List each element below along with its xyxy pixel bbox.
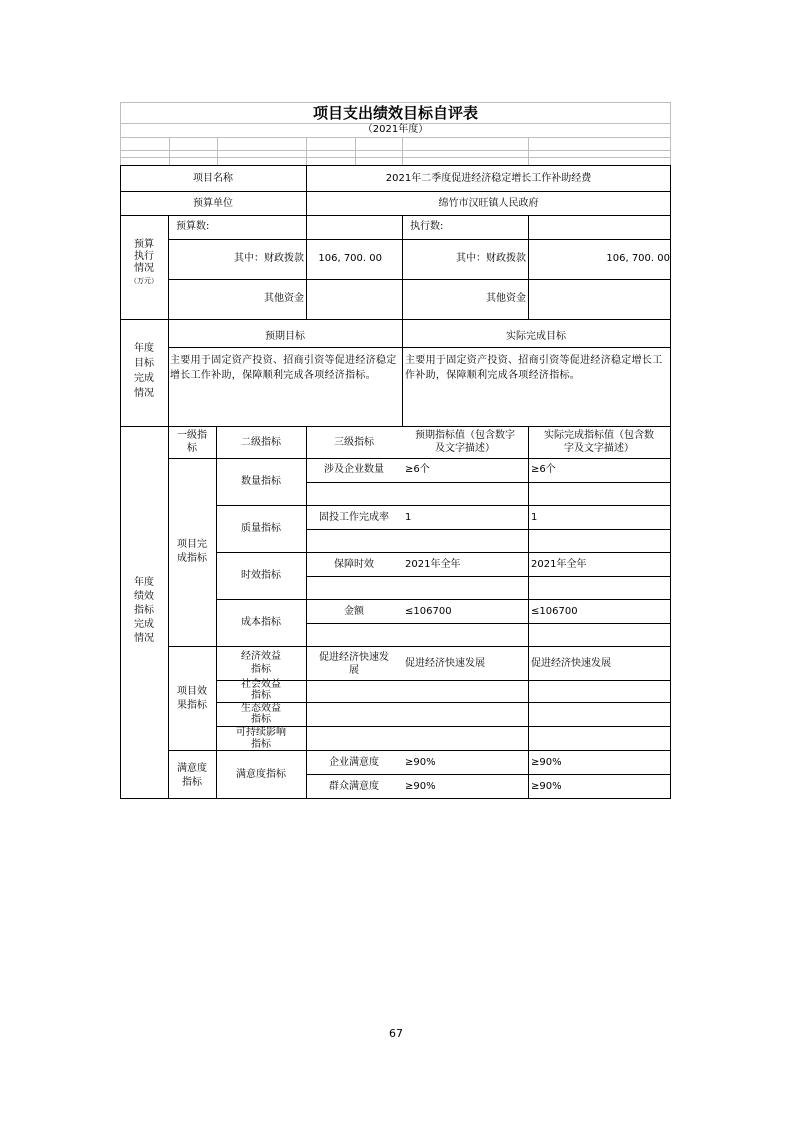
cost-expected: ≤106700 bbox=[405, 606, 452, 617]
border-line bbox=[528, 426, 529, 799]
quantity-indicator-label: 数量指标 bbox=[241, 476, 281, 487]
page-number: 67 bbox=[389, 1027, 403, 1040]
expected-target-text: 主要用于固定资产投资、招商引资等促进经济稳定增长工作补助，保障顺利完成各项经济指标。 bbox=[170, 355, 397, 381]
performance-section-label: 完成 bbox=[134, 619, 154, 630]
economic-indicator: 展 bbox=[349, 665, 359, 676]
budget-section-label: 预算 bbox=[134, 239, 154, 250]
sustainable-indicator-label: 指标 bbox=[251, 739, 271, 750]
budget-fiscal-value: 106, 700. 00 bbox=[318, 253, 382, 264]
actual-value-header: 字及文字描述） bbox=[564, 443, 634, 454]
border-line bbox=[306, 576, 671, 577]
budget-section-label: 情况 bbox=[134, 263, 154, 274]
economic-indicator-label: 指标 bbox=[251, 664, 271, 675]
sustainable-indicator-label: 可持续影响 bbox=[236, 727, 286, 738]
public-satisfaction-expected: ≥90% bbox=[405, 781, 436, 792]
budget-unit-label: 预算单位 bbox=[193, 198, 233, 209]
actual-value-header: 实际完成指标值（包含数 bbox=[544, 430, 654, 441]
other-funds-label: 其他资金 bbox=[486, 293, 526, 304]
expected-target-header: 预期目标 bbox=[265, 331, 305, 342]
level1-header: 标 bbox=[187, 443, 197, 454]
performance-section-label: 绩效 bbox=[134, 591, 154, 602]
satisfaction-indicator-label: 满意度指标 bbox=[236, 769, 286, 780]
quality-indicator: 固投工作完成率 bbox=[319, 512, 389, 523]
enterprise-satisfaction-indicator: 企业满意度 bbox=[329, 757, 379, 768]
level1-header: 一级指 bbox=[177, 430, 207, 441]
border-line bbox=[168, 347, 671, 348]
annual-section-label: 年度 bbox=[134, 343, 154, 354]
border-line bbox=[120, 798, 671, 799]
self-evaluation-table bbox=[120, 102, 671, 799]
public-satisfaction-actual: ≥90% bbox=[531, 781, 562, 792]
project-name-value: 2021年二季度促进经济稳定增长工作补助经费 bbox=[385, 173, 592, 184]
effect-group-label: 项目效 bbox=[177, 686, 207, 697]
actual-target-header: 实际完成目标 bbox=[506, 331, 566, 342]
level2-header: 二级指标 bbox=[241, 437, 281, 448]
timeliness-expected: 2021年全年 bbox=[405, 559, 461, 570]
timeliness-indicator: 保障时效 bbox=[334, 559, 374, 570]
completion-group-label: 成指标 bbox=[177, 553, 207, 564]
border-line bbox=[120, 426, 671, 427]
border-line bbox=[168, 646, 671, 647]
social-indicator-label: 指标 bbox=[251, 690, 271, 701]
border-line bbox=[306, 774, 671, 775]
annual-section-label: 目标 bbox=[134, 358, 154, 369]
performance-section-label: 指标 bbox=[134, 605, 154, 616]
public-satisfaction-indicator: 群众满意度 bbox=[329, 781, 379, 792]
grid-line bbox=[120, 150, 671, 151]
border-line bbox=[120, 215, 671, 216]
fiscal-funds-label: 其中：财政拨款 bbox=[234, 253, 304, 264]
quality-actual: 1 bbox=[531, 512, 538, 523]
social-indicator-label: 社会效益 bbox=[241, 679, 281, 690]
page-title: 项目支出绩效目标自评表 bbox=[312, 104, 478, 122]
border-line bbox=[306, 215, 307, 319]
border-line bbox=[306, 529, 671, 530]
quality-expected: 1 bbox=[405, 512, 412, 523]
execution-amount-label: 执行数: bbox=[410, 221, 444, 232]
ecological-indicator-label: 指标 bbox=[251, 714, 271, 725]
level3-header: 三级指标 bbox=[334, 437, 374, 448]
effect-group-label: 果指标 bbox=[177, 700, 207, 711]
grid-line bbox=[306, 137, 307, 165]
enterprise-satisfaction-expected: ≥90% bbox=[405, 757, 436, 768]
quantity-expected: ≥6个 bbox=[405, 464, 430, 475]
budget-unit-value: 绵竹市汉旺镇人民政府 bbox=[438, 198, 539, 209]
budget-amount-label: 预算数: bbox=[176, 221, 210, 232]
project-name-label: 项目名称 bbox=[193, 173, 233, 184]
cost-indicator-label: 成本指标 bbox=[241, 617, 281, 628]
annual-section-label: 完成 bbox=[134, 373, 154, 384]
grid-line bbox=[169, 137, 170, 165]
border-line bbox=[120, 191, 671, 192]
economic-indicator-label: 经济效益 bbox=[241, 651, 281, 662]
other-funds-label: 其他资金 bbox=[264, 293, 304, 304]
completion-group-label: 项目完 bbox=[177, 539, 207, 550]
expected-value-header: 预期指标值（包含数字 bbox=[415, 430, 515, 441]
fiscal-funds-label: 其中：财政拨款 bbox=[456, 253, 526, 264]
cost-actual: ≤106700 bbox=[531, 606, 578, 617]
economic-expected: 促进经济快速发展 bbox=[405, 658, 485, 669]
actual-target-text: 主要用于固定资产投资、招商引资等促进经济稳定增长工作补助，保障顺利完成各项经济指标。 bbox=[405, 355, 663, 381]
satisfaction-group-label: 指标 bbox=[182, 777, 202, 788]
grid-line bbox=[217, 137, 218, 165]
border-line bbox=[120, 165, 671, 166]
border-line bbox=[168, 279, 671, 280]
timeliness-indicator-label: 时效指标 bbox=[241, 570, 281, 581]
budget-section-unit: （万元） bbox=[130, 277, 158, 285]
year-subtitle: （2021年度） bbox=[362, 124, 429, 135]
grid-line bbox=[402, 137, 403, 165]
border-line bbox=[402, 215, 403, 426]
border-line bbox=[528, 215, 529, 319]
timeliness-actual: 2021年全年 bbox=[531, 559, 587, 570]
performance-section-label: 年度 bbox=[134, 577, 154, 588]
grid-line bbox=[120, 137, 671, 138]
grid-line bbox=[528, 137, 529, 165]
quantity-indicator: 涉及企业数量 bbox=[324, 464, 384, 475]
grid-line bbox=[355, 137, 356, 165]
cost-indicator: 金额 bbox=[344, 606, 364, 617]
economic-indicator: 促进经济快速发 bbox=[319, 652, 389, 663]
border-line bbox=[216, 599, 671, 600]
quality-indicator-label: 质量指标 bbox=[241, 523, 281, 534]
border-line bbox=[216, 552, 671, 553]
border-line bbox=[306, 623, 671, 624]
border-line bbox=[306, 482, 671, 483]
border-line bbox=[168, 239, 671, 240]
border-line bbox=[120, 319, 671, 320]
budget-section-label: 执行 bbox=[134, 251, 154, 262]
enterprise-satisfaction-actual: ≥90% bbox=[531, 757, 562, 768]
expected-value-header: 及文字描述） bbox=[435, 443, 495, 454]
annual-section-label: 情况 bbox=[134, 388, 154, 399]
border-line bbox=[216, 505, 671, 506]
quantity-actual: ≥6个 bbox=[531, 464, 556, 475]
satisfaction-group-label: 满意度 bbox=[177, 763, 207, 774]
execution-fiscal-value: 106, 700. 00 bbox=[606, 253, 670, 264]
grid-line bbox=[120, 157, 671, 158]
economic-actual: 促进经济快速发展 bbox=[531, 658, 611, 669]
ecological-indicator-label: 生态效益 bbox=[241, 703, 281, 714]
border-line bbox=[168, 458, 671, 459]
performance-section-label: 情况 bbox=[134, 633, 154, 644]
